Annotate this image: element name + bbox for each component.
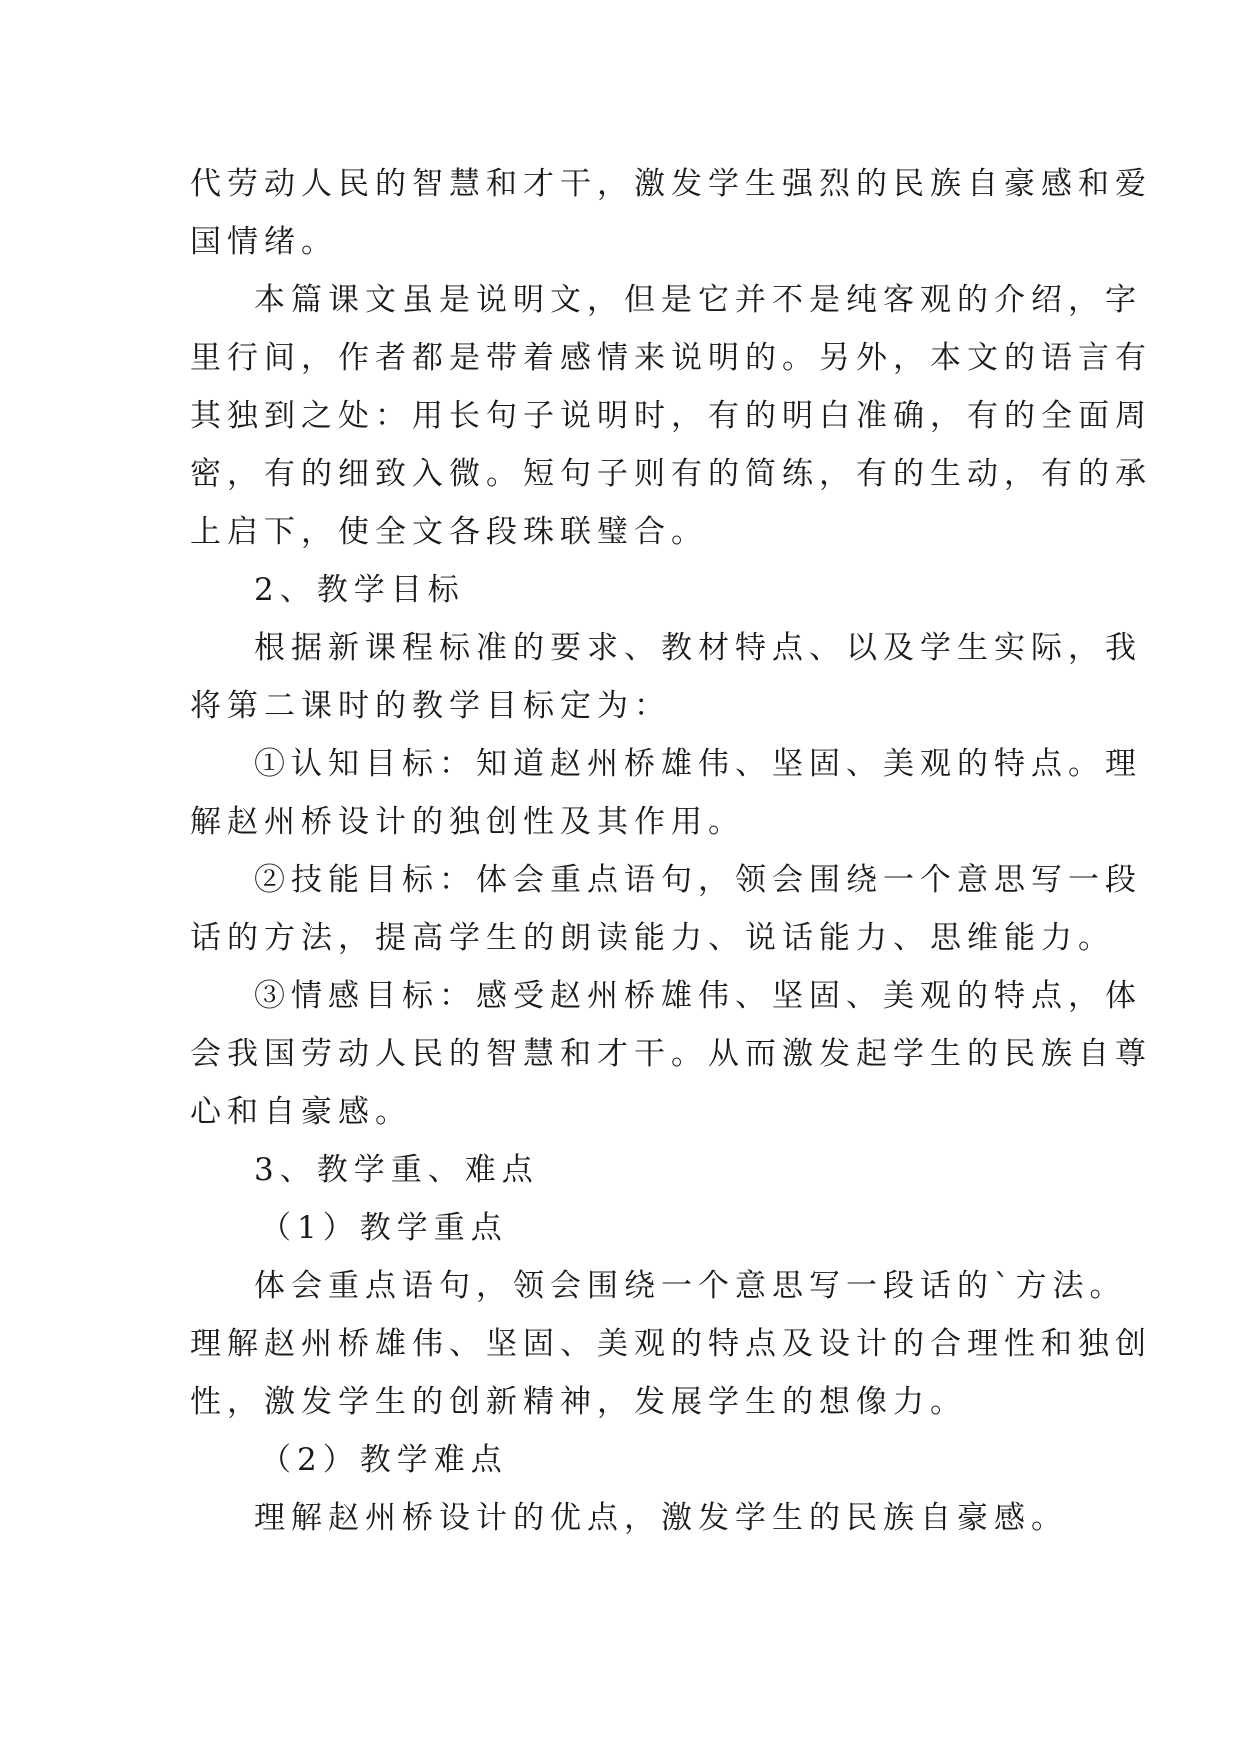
paragraph-first-line: 根据新课程标准的要求、教材特点、以及学生实际，我 [254, 630, 1142, 666]
objective-item: ③情感目标：感受赵州桥雄伟、坚固、美观的特点，体 [254, 978, 1142, 1014]
objective-item: ①认知目标：知道赵州桥雄伟、坚固、美观的特点。理 [254, 746, 1142, 782]
text-line: 其独到之处：用长句子说明时，有的明白准确，有的全面周 [190, 398, 1152, 434]
text-line: 话的方法，提高学生的朗读能力、说话能力、思维能力。 [190, 920, 1115, 956]
section-heading: 3、教学重、难点 [254, 1152, 539, 1188]
subsection-heading: （1）教学重点 [260, 1210, 508, 1246]
section-heading: 2、教学目标 [254, 572, 465, 608]
text-line: 里行间，作者都是带着感情来说明的。另外，本文的语言有 [190, 340, 1152, 376]
document-body [190, 155, 1152, 1547]
paragraph-first-line: 理解赵州桥设计的优点，激发学生的民族自豪感。 [254, 1500, 1068, 1536]
paragraph-first-line: 本篇课文虽是说明文，但是它并不是纯客观的介绍，字 [254, 282, 1142, 318]
text-line: 上启下，使全文各段珠联璧合。 [190, 514, 708, 550]
text-line: 密，有的细致入微。短句子则有的简练，有的生动，有的承 [190, 456, 1152, 492]
text-line: 解赵州桥设计的独创性及其作用。 [190, 804, 745, 840]
objective-item: ②技能目标：体会重点语句，领会围绕一个意思写一段 [254, 862, 1142, 898]
text-line: 心和自豪感。 [190, 1094, 412, 1130]
subsection-heading: （2）教学难点 [260, 1442, 508, 1478]
text-line: 国情绪。 [190, 224, 338, 260]
text-line: 代劳动人民的智慧和才干，激发学生强烈的民族自豪感和爱 [190, 166, 1152, 202]
text-line: 理解赵州桥雄伟、坚固、美观的特点及设计的合理性和独创 [190, 1326, 1152, 1362]
text-line: 性，激发学生的创新精神，发展学生的想像力。 [190, 1384, 967, 1420]
text-line: 会我国劳动人民的智慧和才干。从而激发起学生的民族自尊 [190, 1036, 1152, 1072]
text-line: 将第二课时的教学目标定为： [190, 688, 671, 724]
paragraph-first-line: 体会重点语句，领会围绕一个意思写一段话的`方法。 [254, 1268, 1127, 1304]
